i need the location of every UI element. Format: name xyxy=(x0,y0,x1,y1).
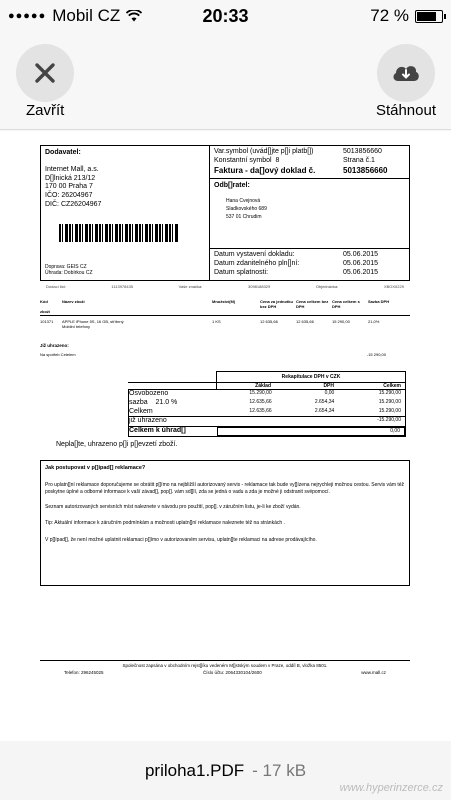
paid-row-label: Na spotřeb Cetelem xyxy=(40,351,76,357)
customer-box xyxy=(210,179,410,249)
recap-total: 15.290,00 xyxy=(378,398,401,405)
paid-row xyxy=(40,352,410,357)
recap-row xyxy=(129,399,405,408)
footer-phone: Telefon: 296245025 xyxy=(64,670,104,676)
recap-vat: 2.654,34 xyxy=(314,407,335,414)
supplier-heading: Dodavatel: xyxy=(45,149,81,156)
recap-row-label: Celkem xyxy=(129,407,153,415)
file-name: priloha1.PDF xyxy=(144,760,245,780)
recap-row xyxy=(129,408,405,417)
recap-base: 12.635,66 xyxy=(249,398,272,405)
recap-base: 12.635,66 xyxy=(249,407,272,414)
item-vat-rate: 21,0% xyxy=(368,319,380,324)
battery-icon xyxy=(415,10,443,23)
file-size: - 17 kB xyxy=(252,760,307,780)
const-symbol-value: 8 xyxy=(275,156,280,164)
barcode xyxy=(59,224,179,242)
recap-due-row xyxy=(128,427,406,437)
item-total: 12 635,66 xyxy=(296,319,314,324)
dates-box xyxy=(210,249,410,281)
paid-heading: Již uhrazeno: xyxy=(40,343,69,348)
item-category: Mobilní telefony xyxy=(62,324,91,329)
customer-line: Sladkovského 689 xyxy=(226,205,267,212)
complaint-heading: Jak postupovat v p[]ípad[] reklamace? xyxy=(45,464,146,471)
col-header: Cena celkem s DPH xyxy=(332,299,360,309)
meta-row xyxy=(40,284,410,289)
recap-col-header: Celkem xyxy=(383,382,401,389)
recap-paid-label: již uhrazeno xyxy=(129,417,167,425)
paid-row-value: -15 290,00 xyxy=(366,351,386,357)
footer-web: www.mall.cz xyxy=(361,670,386,676)
shipping-method: Doprava: GEIS CZ xyxy=(45,263,87,270)
wifi-icon xyxy=(126,10,142,22)
recap-row-label: sazba 21.0 % xyxy=(129,398,178,406)
var-symbol-label: Var.symbol (uvád[]jte p[]i platb[]) xyxy=(214,148,314,155)
customer-heading: Odb[]ratel: xyxy=(214,182,250,189)
registry-note: Společnost zapsána v obchodním rejst[]íku vedeném M[]stským soudem v Praze, oddíl B, vložka 8501. xyxy=(122,662,328,668)
recap-due-label: Celkem k úhrad[] xyxy=(129,427,186,435)
file-info-bar xyxy=(0,741,451,800)
download-label[interactable]: Stáhnout xyxy=(375,102,436,119)
recap-total: 15.290,00 xyxy=(378,390,401,397)
supplier-box xyxy=(40,145,210,281)
col-header: Množství(M) xyxy=(212,299,236,304)
item-qty: 1 KS xyxy=(212,319,221,324)
supplier-line: DIČ: CZ26204967 xyxy=(45,200,102,208)
var-symbol-value: 5013856660 xyxy=(343,148,382,155)
footer-account: Číslo účtu: 2064330104/2600 xyxy=(202,670,262,676)
date-value: 05.06.2015 xyxy=(343,259,379,267)
recap-paid-value: -15.290,00 xyxy=(377,417,401,424)
payment-note: Nepla[]te, uhrazeno p[]i p[]evzetí zboží. xyxy=(56,440,178,448)
col-header: Kód xyxy=(40,299,48,304)
status-bar xyxy=(0,0,451,32)
col-header: Cena za jednotku bez DPH xyxy=(260,299,293,309)
customer-line: 537 01 Chrudim xyxy=(226,213,262,220)
recap-vat: 2.654,34 xyxy=(314,398,335,405)
meta-cell: XBOX0229 xyxy=(383,284,404,289)
supplier-line: Internet Mall, a.s. xyxy=(45,165,99,173)
invoice-page xyxy=(40,145,410,676)
info-paragraph: Pro uplatn[]ní reklamace doporučujeme se obrátit p[]ímo na nejbližší autorizovaný servis - reklamace tak bude vy[]ízena nejrychleji možnou cestou. Servis vám též poskytne úplné a odborné informace k vaší závad[], pop[]. vám sd[]lí, zda se jedná o vadu a zda je možné ji odstranit svépomocí. xyxy=(45,482,405,495)
date-label: Datum splatnosti: xyxy=(214,268,269,276)
recap-total: 15.290,00 xyxy=(378,407,401,414)
item-name: APPLE iPhone 5S, 16 GB, stříbrný xyxy=(62,319,124,324)
clock: 20:33 xyxy=(202,5,249,26)
recap-col-header: DPH xyxy=(323,382,334,389)
signal-icon: ●●●●● xyxy=(8,10,47,22)
payment-method: Úhrada: Dobírkou CZ xyxy=(45,269,93,276)
cloud-download-icon xyxy=(391,61,421,85)
recap-paid-row xyxy=(128,417,406,427)
meta-cell: Vaše značka: xyxy=(178,284,203,289)
close-icon xyxy=(34,62,56,84)
invoice-header-box xyxy=(210,145,410,179)
item-row xyxy=(40,319,410,329)
date-value: 05.06.2015 xyxy=(343,251,379,258)
info-paragraph: Tip: Aktuální informace k záručním podmínkám a možnosti uplatn[]ní reklamace naleznete též na stránkách . xyxy=(45,520,285,527)
download-button[interactable] xyxy=(377,44,435,102)
col-header: zboží xyxy=(40,309,50,314)
close-label[interactable]: Zavřít xyxy=(26,102,65,119)
const-symbol-label: Konstantní symbol xyxy=(214,156,272,164)
date-label: Datum zdanitelného pln[]ní: xyxy=(214,259,300,267)
info-paragraph: Seznam autorizovaných servisních míst naleznete v návodu pro použití, pop[]. v záručním listu, je-li ke zboží vydán. xyxy=(45,503,301,510)
date-label: Datum vystavení dokladu: xyxy=(214,251,295,258)
info-paragraph: V p[]ípad[], že není možné uplatnit reklamaci p[]ímo v autorizovaném servisu, uplatn[]te reklamaci na adrese prodávajícího. xyxy=(45,537,317,544)
page-number: Strana č.1 xyxy=(343,156,375,164)
invoice-number: 5013856660 xyxy=(343,165,388,175)
company-footer xyxy=(40,660,410,676)
col-header: Název zboží xyxy=(62,299,85,304)
close-button[interactable] xyxy=(16,44,74,102)
pdf-preview[interactable] xyxy=(0,131,451,741)
item-unit-price: 12 635,66 xyxy=(260,319,278,324)
viewer-toolbar xyxy=(0,32,451,130)
meta-cell: 1113978435 xyxy=(111,284,134,289)
carrier-name: Mobil CZ xyxy=(52,6,121,25)
col-header: Sazba DPH xyxy=(368,299,390,304)
watermark: www.hyperinzerce.cz xyxy=(339,782,443,794)
supplier-line: D[]lnická 213/12 xyxy=(45,174,96,182)
recap-due-value: 0,00 xyxy=(217,427,405,436)
recap-row-label: Osvobozeno xyxy=(129,390,169,398)
items-header xyxy=(40,299,410,316)
battery-percent: 72 % xyxy=(370,6,409,25)
meta-cell: Dodací list: xyxy=(46,284,66,289)
meta-cell: 3098188329 xyxy=(248,284,271,289)
supplier-line: 170 00 Praha 7 xyxy=(45,183,93,191)
recap-col-header: Základ xyxy=(216,383,279,389)
col-header: Cena celkem bez DPH xyxy=(296,299,329,309)
item-total-vat: 15 290,00 xyxy=(332,319,350,324)
recap-row xyxy=(129,390,405,399)
supplier-line: IČO: 26204967 xyxy=(45,192,93,199)
vat-recap xyxy=(128,371,406,437)
date-value: 05.06.2015 xyxy=(343,268,379,276)
complaint-info-box xyxy=(40,460,410,586)
recap-base: 15.290,00 xyxy=(249,390,272,397)
invoice-title: Faktura - da[]ový doklad č. xyxy=(214,165,316,175)
recap-title: Rekapitulace DPH v CZK xyxy=(281,373,341,380)
recap-vat: 0,00 xyxy=(324,390,335,397)
meta-cell: Objednávka: xyxy=(315,284,339,289)
customer-line: Hana Cvejnová xyxy=(226,197,261,204)
item-code: 101371 xyxy=(40,319,54,324)
